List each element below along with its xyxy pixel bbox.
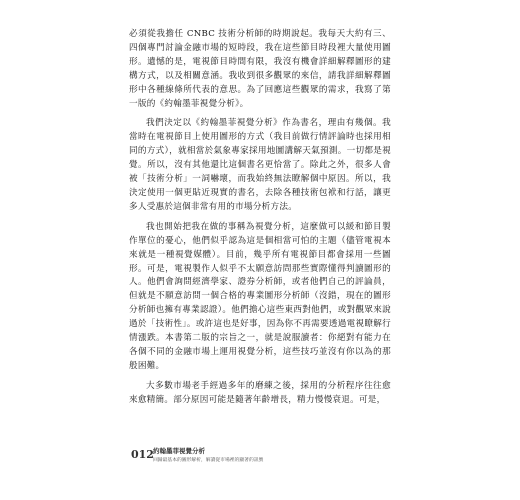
- paragraph-4: 大多數市場老手經過多年的磨練之後，採用的分析程序往往愈來愈精簡。部分原因可能是隨著年齡增長，精力慢慢衰退。可是，: [129, 380, 391, 405]
- page-footer: [131, 444, 401, 474]
- running-title: 約翰墨菲視覺分析: [153, 447, 205, 455]
- paragraph-1: 必須從我擔任 CNBC 技術分析師的時期說起。我每天大約有三、四個專門討論金融市場的短時段，我在這些節目時段裡大量使用圖形。遺憾的是，電視節目時間有限，我沒有機會詳細解釋圖形的建構方式，以及相關意涵。我收到很多觀眾的來信，請我詳細解釋圖形中各種線條所代表的意思。為了回應這些觀眾的需求，我寫了第一版的《約翰墨菲視覺分析》。: [129, 29, 391, 109]
- running-subtitle: 回歸最基本的圖形解析，解讀從市場裡的顯著的訊號: [153, 458, 264, 463]
- page-number: 012: [131, 448, 154, 461]
- body-text: [129, 28, 391, 408]
- paragraph-3: 我也開始把我在做的事稱為視覺分析，這麼做可以緩和節目製作單位的憂心，他們似乎認為這是個相當可怕的主題（儘管電視本來就是一種視覺媒體）。目前，幾乎所有電視節目都會採用一些圖形。可是，電視製作人似乎不太願意訪問那些實際懂得判讀圖形的人。他們會詢問經濟學家、證券分析師，或者他們自己的評論員，但就是不願意訪問一個合格的專業圖形分析師（沒錯，現在的圖形分析師也擁有專業認證）。他們擔心這些東西對他們，或對觀眾來說過於「技術性」。或許這也是好事，因為你不再需要透過電視瞭解行情漲跌。本書第二版的宗旨之一，就是說服讀者：你絕對有能力在各個不同的金融市場上運用視覺分析，這些技巧並沒有你以為的那般困難。: [129, 221, 391, 371]
- paragraph-2: 我們決定以《約翰墨菲視覺分析》作為書名，理由有幾個。我當時在電視節目上使用圖形的方式（我目前做行情評論時也採用相同的方式），就相當於氣象專家採用地圖講解天氣預測。一切都是視覺。所以，沒有其他還比這個書名更恰當了。除此之外，很多人會被「技術分析」一詞嚇壞，而我始終無法瞭解個中原因。所以，我決定使用一個更貼近現實的書名，去除各種技術包袱和行話，讓更多人受惠於這個非常有用的市場分析方法。: [129, 118, 391, 212]
